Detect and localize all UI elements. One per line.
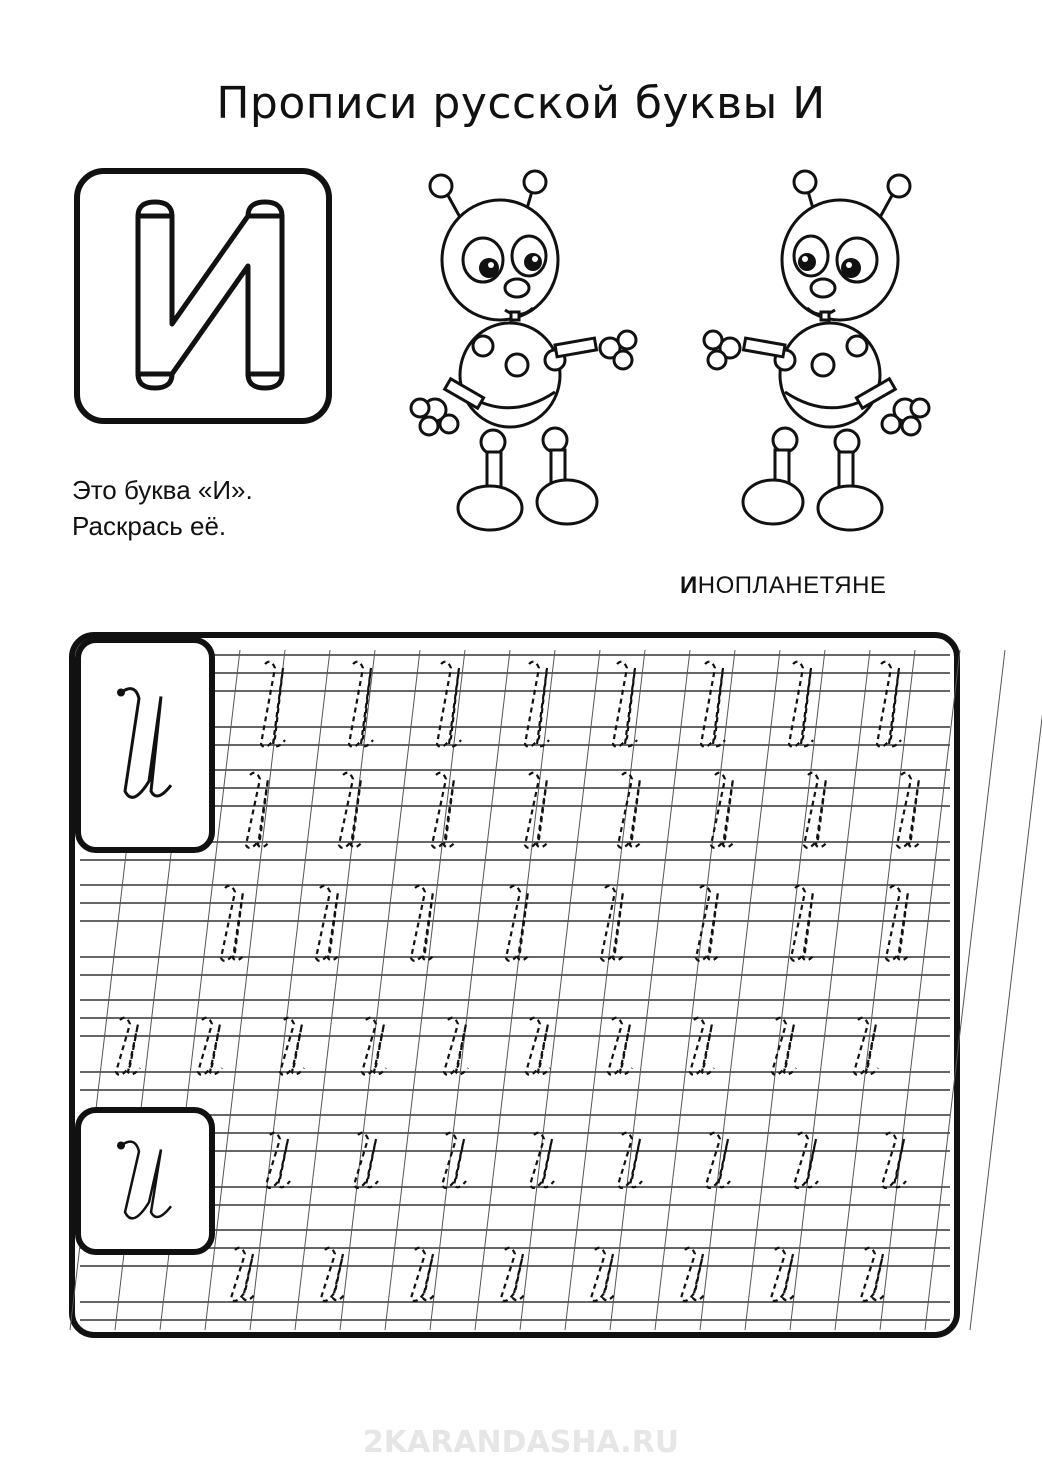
dashed-letter xyxy=(794,1133,818,1188)
dashed-letter xyxy=(266,1133,290,1188)
dashed-letter xyxy=(280,1018,304,1075)
letter-row xyxy=(266,1133,906,1188)
aliens-illustration xyxy=(395,160,985,560)
dashed-letter xyxy=(618,773,642,848)
word-first-letter: И xyxy=(680,572,698,599)
dashed-letter xyxy=(861,1248,885,1301)
dashed-letter xyxy=(411,886,435,961)
dashed-letter xyxy=(886,886,910,961)
letter-i-outline-icon xyxy=(80,174,326,418)
dashed-letter xyxy=(897,773,921,848)
dashed-letter xyxy=(701,662,725,747)
dashed-letter xyxy=(711,773,735,848)
page-title: Прописи русской буквы И xyxy=(216,78,826,129)
dashed-letter xyxy=(198,1018,222,1075)
dashed-letter xyxy=(525,773,549,848)
guide-row xyxy=(80,1115,950,1205)
dashed-letter xyxy=(231,1248,255,1301)
dashed-letter xyxy=(772,1018,796,1075)
letter-row xyxy=(116,1018,878,1075)
dashed-letter xyxy=(349,662,373,747)
dashed-letter xyxy=(690,1018,714,1075)
guide-row xyxy=(80,770,950,860)
practice-frame xyxy=(72,635,957,1335)
alien-left xyxy=(411,171,636,530)
dashed-letter xyxy=(791,886,815,961)
dashed-letter xyxy=(339,773,363,848)
letter-row xyxy=(231,1248,885,1301)
dashed-letter xyxy=(442,1133,466,1188)
dashed-letter xyxy=(362,1018,386,1075)
dashed-letter xyxy=(437,662,461,747)
dashed-letter xyxy=(613,662,637,747)
dashed-letter xyxy=(696,886,720,961)
dashed-letter xyxy=(771,1248,795,1301)
guide-row xyxy=(80,1230,950,1320)
dashed-letter xyxy=(789,662,813,747)
dashed-letter xyxy=(591,1248,615,1301)
dashed-letter xyxy=(411,1248,435,1301)
guide-row xyxy=(80,885,950,975)
dashed-letter xyxy=(506,886,530,961)
dashed-letter xyxy=(530,1133,554,1188)
dashed-letter xyxy=(601,886,625,961)
dashed-letter xyxy=(526,1018,550,1075)
dashed-letter xyxy=(246,773,270,848)
dashed-letter xyxy=(321,1248,345,1301)
dashed-letter xyxy=(116,1018,140,1075)
dashed-letter xyxy=(706,1133,730,1188)
letter-row xyxy=(221,886,910,961)
dashed-letter xyxy=(261,662,285,747)
sample-box-capital xyxy=(78,640,212,850)
letter-row xyxy=(246,773,921,848)
letter-row xyxy=(261,662,901,747)
dashed-letter xyxy=(432,773,456,848)
dashed-letter xyxy=(681,1248,705,1301)
word-rest: НОПЛАНЕТЯНЕ xyxy=(697,572,887,599)
dashed-letter xyxy=(444,1018,468,1075)
dashed-letter xyxy=(316,886,340,961)
dashed-letter xyxy=(525,662,549,747)
slant-lines xyxy=(70,650,1042,1330)
dashed-letter xyxy=(882,1133,906,1188)
dashed-letter xyxy=(854,1018,878,1075)
dashed-letter xyxy=(354,1133,378,1188)
instruction-line-1: Это буква «И». xyxy=(72,475,253,505)
guide-row xyxy=(80,655,950,745)
two-alien-robots-icon xyxy=(395,160,985,560)
dashed-letter xyxy=(804,773,828,848)
watermark: 2KARANDASHA.RU xyxy=(362,1425,680,1460)
instruction-text xyxy=(72,472,253,544)
dashed-letter xyxy=(501,1248,525,1301)
dashed-letter xyxy=(877,662,901,747)
dashed-letter xyxy=(221,886,245,961)
word-caption xyxy=(680,572,886,600)
alien-right xyxy=(704,171,929,530)
sample-box-lowercase xyxy=(78,1110,212,1252)
instruction-line-2: Раскрась её. xyxy=(72,511,227,541)
guide-row xyxy=(80,1000,950,1090)
letter-outline-box xyxy=(74,168,332,424)
dashed-letter xyxy=(608,1018,632,1075)
dashed-letter xyxy=(618,1133,642,1188)
